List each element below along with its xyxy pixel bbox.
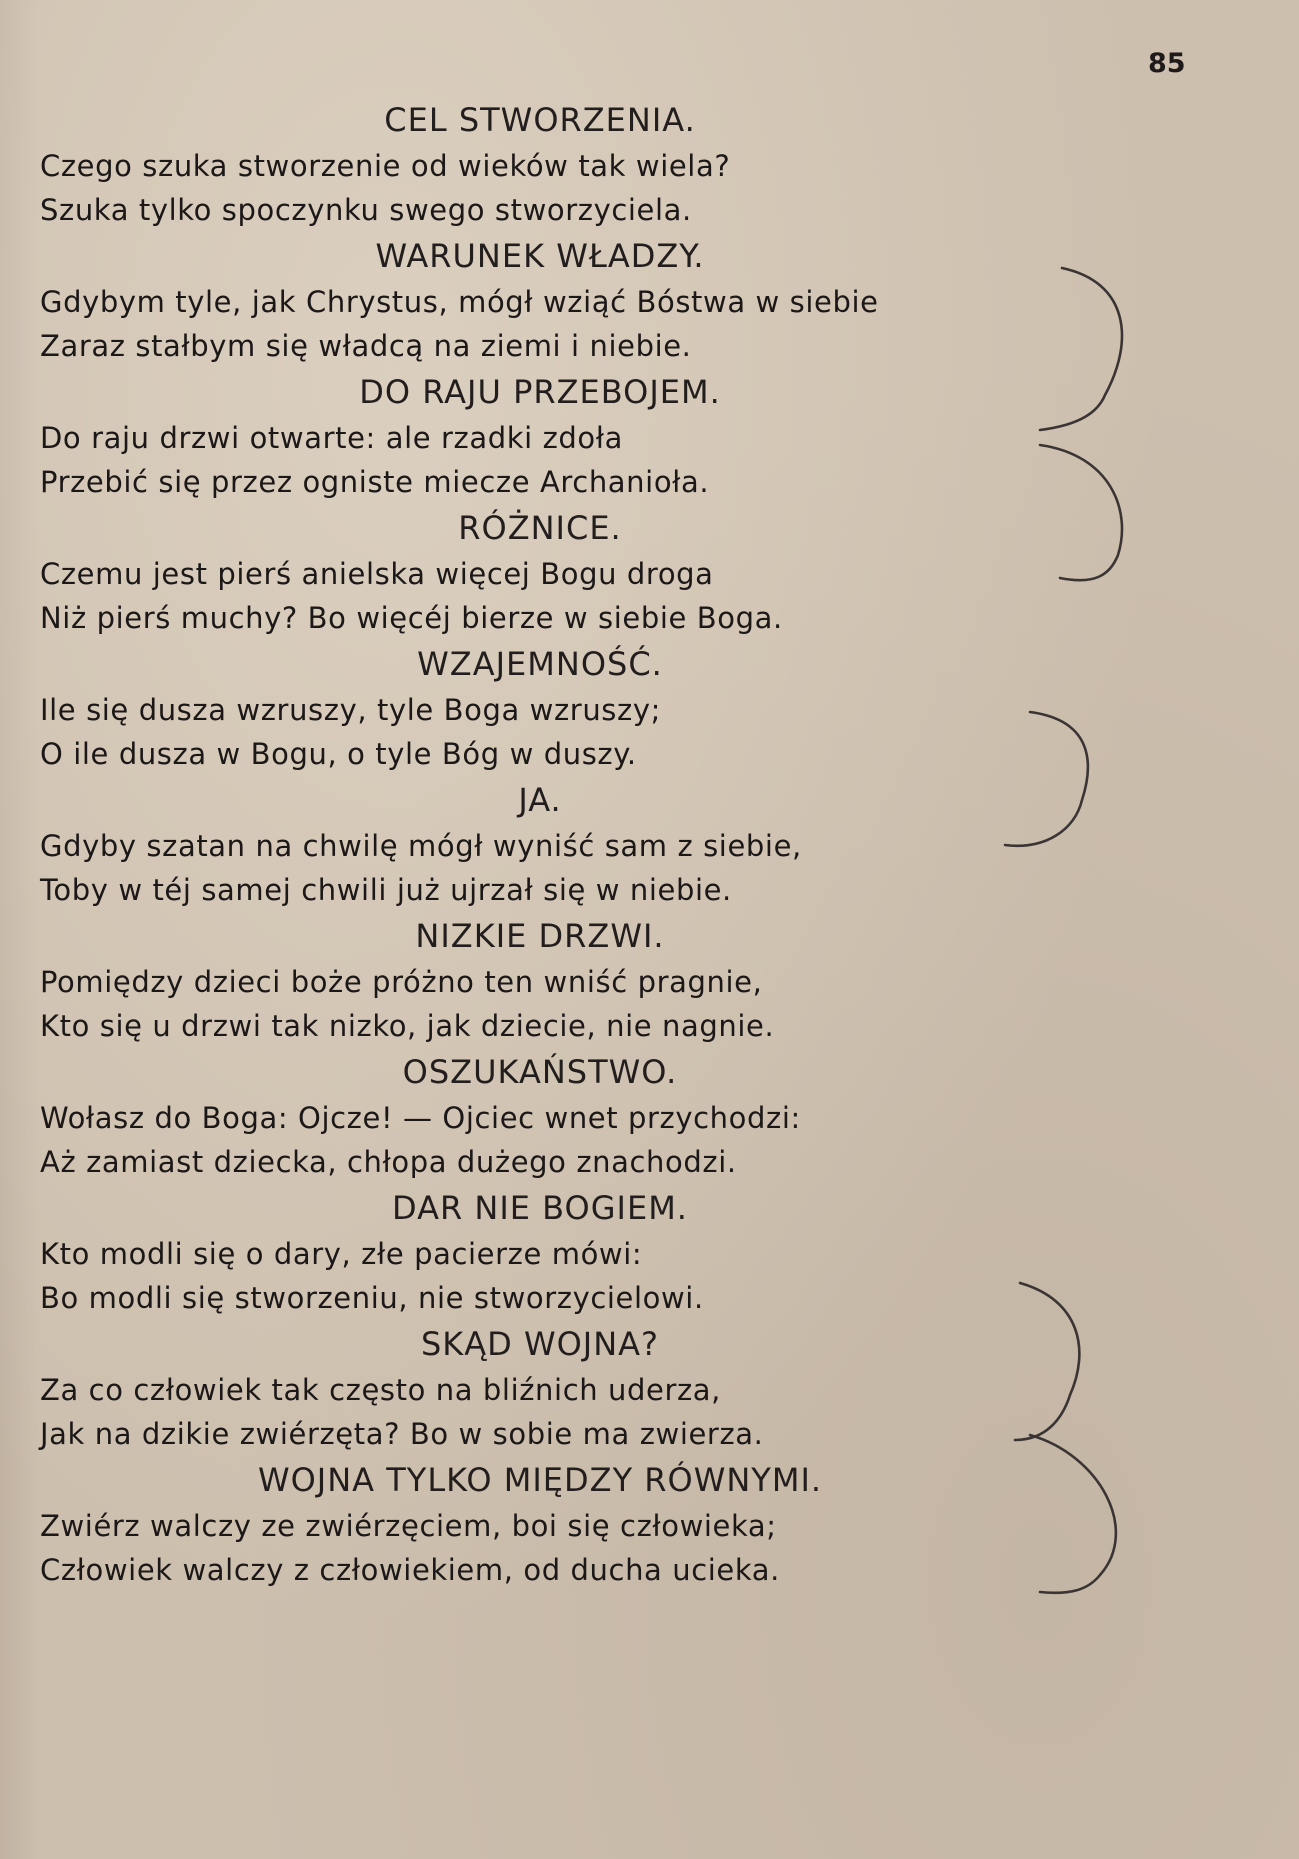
verse-line: Kto modli się o dary, złe pacierze mówi: — [40, 1237, 643, 1271]
verse-line: Gdyby szatan na chwilę mógł wyniść sam z siebie, — [40, 829, 802, 863]
verse-line: Za co człowiek tak często na bliźnich uderza, — [40, 1373, 722, 1407]
epigram-title: NIZKIE DRZWI. — [415, 917, 665, 955]
epigram-title: JA. — [518, 781, 562, 819]
epigram — [40, 1184, 1040, 1320]
bracket-mark-5 — [1030, 1435, 1116, 1593]
bracket-mark-1 — [1040, 268, 1122, 430]
verse-line: Szuka tylko spoczynku swego stworzyciela. — [40, 193, 692, 227]
verse-line: O ile dusza w Bogu, o tyle Bóg w duszy. — [40, 737, 637, 771]
epigram-list — [40, 96, 1040, 1592]
verse-line: Jak na dzikie zwiérzęta? Bo w sobie ma zwierza. — [40, 1417, 764, 1451]
epigram — [40, 232, 1040, 368]
verse-line: Zwiérz walczy ze zwiérzęciem, boi się człowieka; — [40, 1509, 777, 1543]
epigram — [40, 1048, 1040, 1184]
verse-line: Kto się u drzwi tak nizko, jak dziecie, nie nagnie. — [40, 1009, 775, 1043]
epigram — [40, 1456, 1040, 1592]
epigram-title: DO RAJU PRZEBOJEM. — [359, 373, 721, 411]
verse-line: Aż zamiast dziecka, chłopa dużego znachodzi. — [40, 1145, 737, 1179]
verse-line: Do raju drzwi otwarte: ale rzadki zdoła — [40, 421, 623, 455]
epigram-title: WZAJEMNOŚĆ. — [417, 645, 663, 683]
epigram-title: SKĄD WOJNA? — [420, 1325, 660, 1363]
epigram — [40, 776, 1040, 912]
verse-line: Czemu jest pierś anielska więcej Bogu droga — [40, 557, 714, 591]
bracket-mark-2 — [1040, 445, 1122, 580]
verse-line: Czego szuka stworzenie od wieków tak wiela? — [40, 149, 731, 183]
epigram-title: WARUNEK WŁADZY. — [375, 237, 705, 275]
page-number: 85 — [1148, 48, 1186, 79]
verse-line: Gdybym tyle, jak Chrystus, mógł wziąć Bóstwa w siebie — [40, 285, 879, 319]
epigram-title: OSZUKAŃSTWO. — [402, 1053, 678, 1091]
epigram — [40, 1320, 1040, 1456]
verse-line: Niż pierś muchy? Bo więcéj bierze w siebie Boga. — [40, 601, 783, 635]
verse-line: Zaraz stałbym się władcą na ziemi i niebie. — [40, 329, 692, 363]
verse-line: Pomiędzy dzieci boże próżno ten wniść pragnie, — [40, 965, 763, 999]
verse-line: Bo modli się stworzeniu, nie stworzycielowi. — [40, 1281, 704, 1315]
epigram — [40, 640, 1040, 776]
verse-line: Wołasz do Boga: Ojcze! — Ojciec wnet przychodzi: — [40, 1101, 801, 1135]
verse-line: Ile się dusza wzruszy, tyle Boga wzruszy; — [40, 693, 661, 727]
verse-line: Człowiek walczy z człowiekiem, od ducha ucieka. — [40, 1553, 780, 1587]
epigram — [40, 504, 1040, 640]
verse-line: Przebić się przez ogniste miecze Archanioła. — [40, 465, 710, 499]
epigram — [40, 912, 1040, 1048]
epigram-title: WOJNA TYLKO MIĘDZY RÓWNYMI. — [257, 1461, 823, 1499]
epigram — [40, 368, 1040, 504]
epigram-title: RÓŻNICE. — [458, 509, 622, 547]
verse-line: Toby w téj samej chwili już ujrzał się w niebie. — [40, 873, 732, 907]
epigram — [40, 96, 1040, 232]
epigram-title: DAR NIE BOGIEM. — [392, 1189, 688, 1227]
epigram-title: CEL STWORZENIA. — [384, 101, 696, 139]
